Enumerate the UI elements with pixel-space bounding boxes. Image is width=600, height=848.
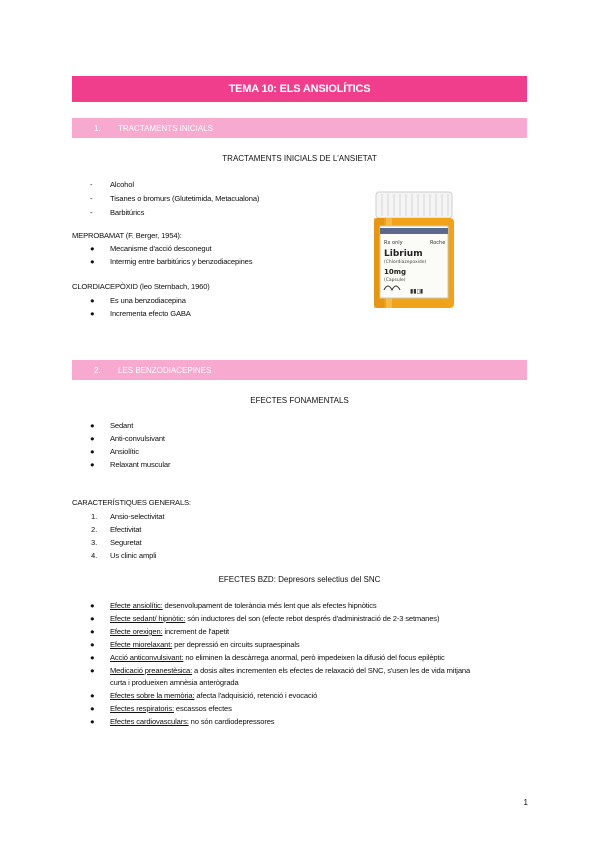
list-item: Incrementa efecto GABA — [110, 309, 191, 318]
list-number: 2. — [91, 525, 98, 534]
bottle-count: (Capsule) — [384, 278, 406, 283]
effect-text: afecta l'adquisició, retenció i evocació — [194, 691, 318, 700]
list-item: Tisanes o bromurs (Glutetimida, Metacualona) — [110, 194, 260, 203]
list-item: Ansio-selectivitat — [110, 512, 165, 521]
dash-marker: - — [90, 208, 93, 217]
svg-text:▮▮▯▮: ▮▮▯▮ — [410, 288, 424, 295]
bottle-dose: 10mg — [384, 268, 407, 276]
librium-bottle-image — [372, 190, 456, 312]
list-item: Mecanisme d'acció desconegut — [110, 244, 212, 253]
effect-text: per depressió en circuits supraespinals — [172, 640, 300, 649]
effect-term: Efectes respiratoris: — [110, 704, 174, 713]
effect-text: a dosis altes incrementen els efectes de relaxació del SNC, s'usen les de vida mitjana — [192, 666, 471, 675]
bullet-marker: ● — [90, 666, 95, 675]
clordiacepoxid-title: CLORDIACEPÒXID (leo Sternbach, 1960) — [72, 282, 210, 291]
effect-text: escassos efectes — [173, 704, 232, 713]
bullet-marker: ● — [90, 244, 95, 253]
list-item — [110, 640, 300, 649]
effect-text: no són cardiodepressores — [188, 717, 275, 726]
effect-text: increment de l'apetit — [162, 627, 230, 636]
list-item — [110, 614, 439, 623]
bullet-marker: ● — [90, 421, 95, 430]
svg-text:Rx only: Rx only — [384, 240, 403, 246]
bullet-marker: ● — [90, 691, 95, 700]
bullet-marker: ● — [90, 640, 95, 649]
bullet-marker: ● — [90, 460, 95, 469]
effect-term: Efecte orexigen: — [110, 627, 163, 636]
list-item — [110, 717, 274, 726]
bullet-marker: ● — [90, 704, 95, 713]
effect-term: Efecte miorelaxant: — [110, 640, 173, 649]
bullet-marker: ● — [90, 653, 95, 662]
section-number: 2. — [94, 365, 101, 375]
section-number: 1. — [94, 123, 101, 133]
effect-text: són inductores del son (efecte rebot després d'administració de 2-3 setmanes) — [185, 614, 440, 623]
list-item: Barbitúrics — [110, 208, 145, 217]
dash-marker: - — [90, 180, 93, 189]
list-item: Anti-convulsivant — [110, 434, 165, 443]
bottle-generic: (Chlordiazepoxide) — [384, 260, 427, 265]
bullet-marker: ● — [90, 257, 95, 266]
list-item — [110, 704, 232, 713]
bzd-heading: EFECTES BZD: Depresors selectius del SNC — [218, 575, 381, 584]
page-title: TEMA 10: ELS ANSIOLÍTICS — [228, 83, 371, 95]
list-number: 1. — [91, 512, 98, 521]
section-label: LES BENZODIACEPINES — [118, 365, 212, 375]
list-item — [110, 653, 445, 662]
list-item: Efectivitat — [110, 525, 142, 534]
effect-term: Efecte sedant/ hipnòtic: — [110, 614, 186, 623]
bullet-marker: ● — [90, 717, 95, 726]
bullet-marker: ● — [90, 614, 95, 623]
effect-term: Efectes sobre la memòria: — [110, 691, 195, 700]
bullet-marker: ● — [90, 627, 95, 636]
list-item-continuation: curta i produeixen amnèsia anterògrada — [110, 678, 239, 687]
effect-term: Efecte ansiolític: — [110, 601, 163, 610]
dash-marker: - — [90, 194, 93, 203]
bullet-marker: ● — [90, 601, 95, 610]
list-item: Intermig entre barbitúrics y benzodiacepines — [110, 257, 253, 266]
bullet-marker: ● — [90, 447, 95, 456]
roche-logo: Roche — [430, 240, 446, 246]
list-item — [110, 666, 470, 675]
effect-text: desenvolupament de tolerància més lent que als efectes hipnòtics — [162, 601, 377, 610]
meprobamat-title: MEPROBAMAT (F. Berger, 1954): — [72, 231, 182, 240]
list-item — [110, 627, 229, 636]
section-heading: TRACTAMENTS INICIALS DE L'ANSIETAT — [222, 154, 377, 163]
list-item — [110, 601, 377, 610]
page-title-bar — [72, 76, 527, 102]
bullet-marker: ● — [90, 296, 95, 305]
effects-heading: EFECTES FONAMENTALS — [250, 396, 349, 405]
section-label: TRACTAMENTS INICIALS — [118, 123, 213, 133]
list-item: Alcohol — [110, 180, 134, 189]
page-number: 1 — [523, 798, 528, 807]
list-item: Ansiolític — [110, 447, 139, 456]
effect-term: Acció anticonvulsivant: — [110, 653, 184, 662]
list-item: Seguretat — [110, 538, 142, 547]
list-item: Us clinic ampli — [110, 551, 157, 560]
bullet-marker: ● — [90, 309, 95, 318]
section-header-1 — [72, 118, 527, 138]
bottle-brand: Librium — [384, 249, 423, 259]
effect-term: Efectes cardiovasculars: — [110, 717, 189, 726]
list-item — [110, 691, 317, 700]
effect-term: Medicació preanestèsica: — [110, 666, 193, 675]
list-number: 3. — [91, 538, 98, 547]
list-item: Sedant — [110, 421, 134, 430]
bullet-marker: ● — [90, 434, 95, 443]
section-header-2 — [72, 360, 527, 380]
list-number: 4. — [91, 551, 98, 560]
list-item: Relaxant muscular — [110, 460, 171, 469]
effect-text: no eliminen la descàrrega anormal, però impedeixen la difusió del focus epilèptic — [183, 653, 445, 662]
general-title: CARACTERÍSTIQUES GENERALS: — [72, 498, 191, 507]
list-item: Es una benzodiacepina — [110, 296, 186, 305]
